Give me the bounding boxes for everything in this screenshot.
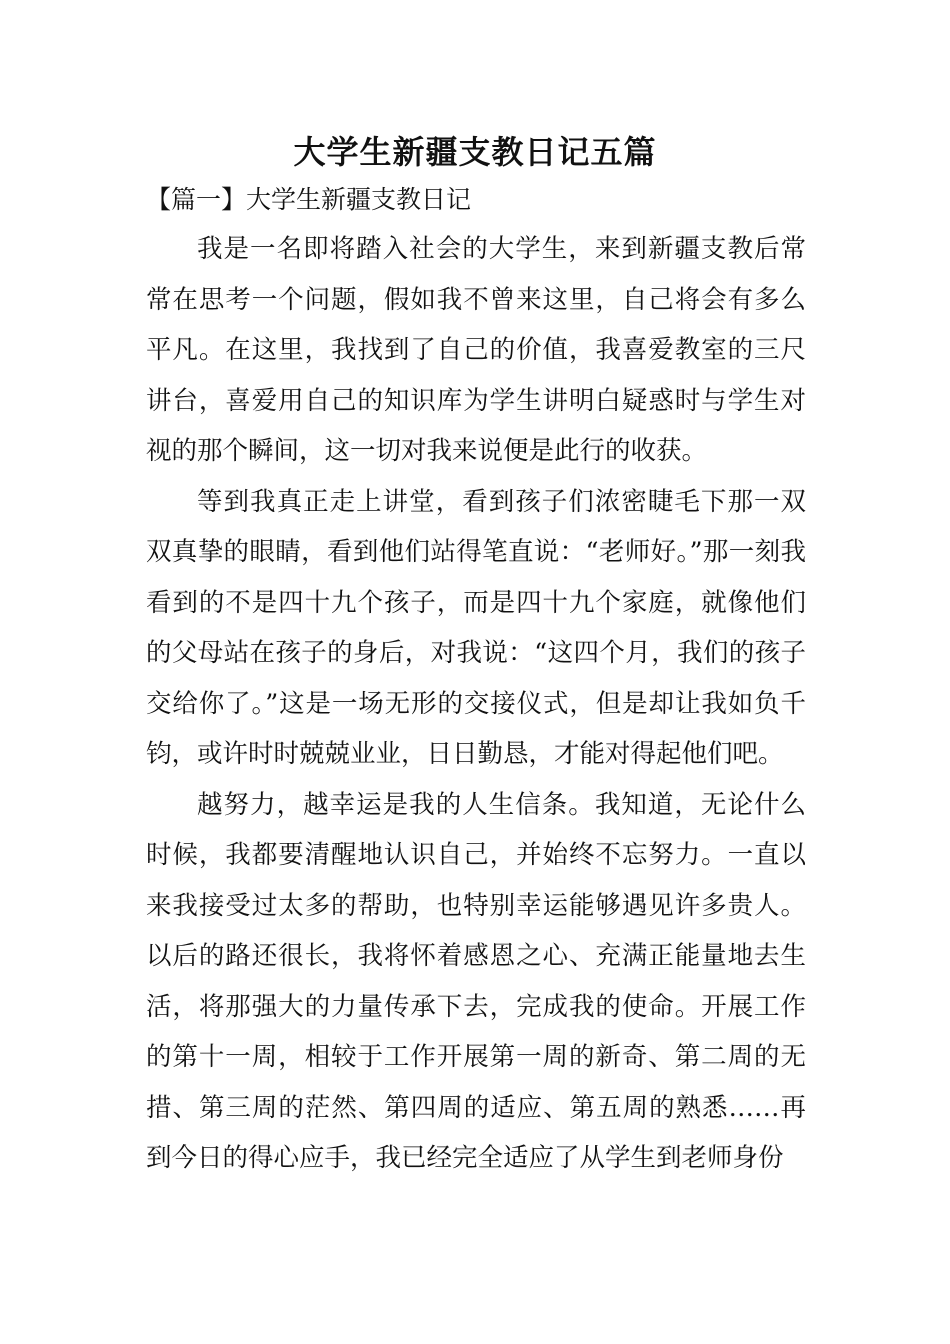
document-body	[146, 224, 806, 1184]
paragraph-2: 等到我真正走上讲堂，看到孩子们浓密睫毛下那一双双真挚的眼睛，看到他们站得笔直说：“老师好。”那一刻我看到的不是四十九个孩子，而是四十九个家庭，就像他们的父母站在孩子的身后，对我说：“这四个月，我们的孩子交给你了。”这是一场无形的交接仪式，但是却让我如负千钧，或许时时兢兢业业，日日勤恳，才能对得起他们吧。	[146, 486, 806, 769]
document-title: 大学生新疆支教日记五篇	[293, 133, 657, 171]
section-heading: 【篇一】大学生新疆支教日记	[146, 185, 472, 214]
paragraph-3: 越努力，越幸运是我的人生信条。我知道，无论什么时候，我都要清醒地认识自己，并始终不忘努力。一直以来我接受过太多的帮助，也特别幸运能够遇见许多贵人。以后的路还很长，我将怀着感恩之心、充满正能量地去生活，将那强大的力量传承下去，完成我的使命。开展工作的第十一周，相较于工作开展第一周的新奇、第二周的无措、第三周的茫然、第四周的适应、第五周的熟悉……再到今日的得心应手，我已经完全适应了从学生到老师身份	[146, 789, 806, 1173]
paragraph-1: 我是一名即将踏入社会的大学生，来到新疆支教后常常在思考一个问题，假如我不曾来这里，自己将会有多么平凡。在这里，我找到了自己的价值，我喜爱教室的三尺讲台，喜爱用自己的知识库为学生讲明白疑惑时与学生对视的那个瞬间，这一切对我来说便是此行的收获。	[146, 234, 806, 466]
